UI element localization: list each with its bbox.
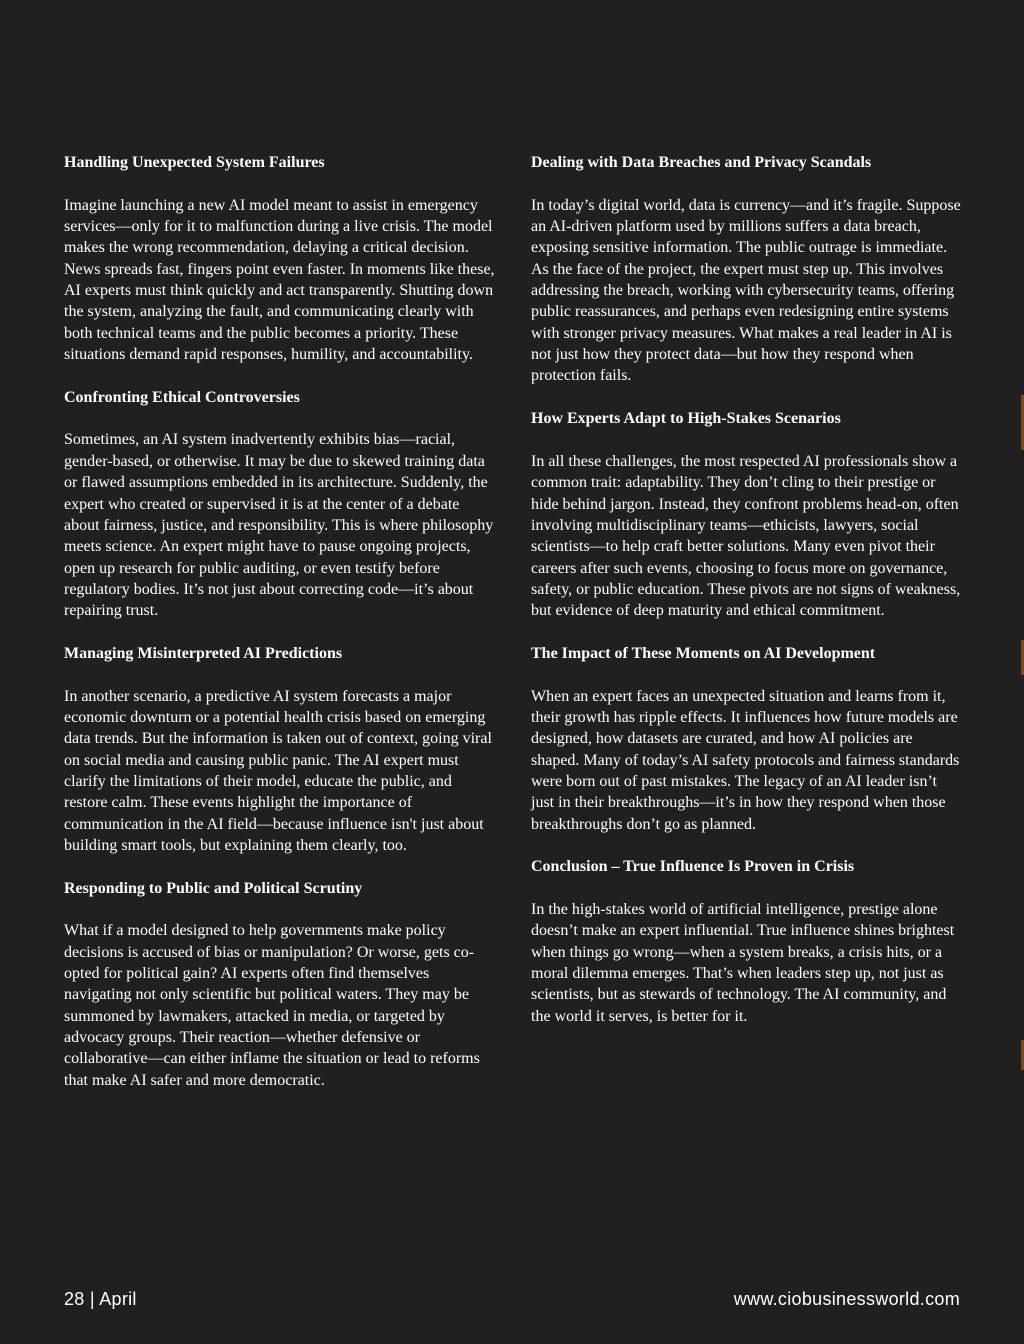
article-section [531, 643, 963, 835]
section-body: In all these challenges, the most respected AI professionals show a common trait: adaptability. They don’t cling to their prestige or hide behind jargon. Instead, they confront problems head-on, often involving multidisciplinary teams—ethicists, lawyers, social scientists—to help craft better solutions. Many even pivot their careers after such events, choosing to focus more on governance, safety, or public education. These pivots are not signs of weakness, but evidence of deep maturity and ethical commitment. [531, 452, 961, 620]
section-body: In the high-stakes world of artificial intelligence, prestige alone doesn’t make an expert influential. True influence shines brightest when things go wrong—when a system breaks, a crisis hits, or a moral dilemma emerges. That’s when leaders step up, not just as scientists, but as stewards of technology. The AI community, and the world it serves, is better for it. [531, 901, 955, 1025]
article-section [531, 408, 963, 621]
section-body: Imagine launching a new AI model meant to assist in emergency services—only for it to malfunction during a live crisis. The model makes the wrong recommendation, delaying a critical decision. News spreads fast, fingers point even faster. In moments like these, AI experts must think quickly and act transparently. Shutting down the system, analyzing the fault, and communicating clearly with both technical teams and the public becomes a priority. These situations demand rapid responses, humility, and accountability. [64, 196, 495, 364]
article-section [64, 878, 496, 1091]
article-section [531, 152, 963, 387]
article-section [64, 152, 496, 365]
left-column [64, 152, 496, 1112]
section-heading: How Experts Adapt to High-Stakes Scenarios [531, 410, 841, 428]
section-heading: Dealing with Data Breaches and Privacy Scandals [531, 154, 872, 171]
section-heading: Managing Misinterpreted AI Predictions [64, 644, 343, 662]
section-body: What if a model designed to help governments make policy decisions is accused of bias or manipulation? Or worse, gets co-opted for political gain? AI experts often find themselves navigating not only scientific but political waters. They may be summoned by lawmakers, attacked in media, or targeted by advocacy groups. Their reaction—whether defensive or collaborative—can either inflame the situation or lead to reforms that make AI safer and more democratic. [64, 922, 480, 1089]
article-section [64, 387, 496, 622]
section-body: In another scenario, a predictive AI system forecasts a major economic downturn or a potential health crisis based on emerging data trends. But the information is taken out of context, going viral on social media and causing public panic. The AI expert must clarify the limitations of their model, educate the public, and restore calm. These events highlight the importance of communication in the AI field—because influence isn't just about building smart tools, but explaining them clearly, too. [64, 687, 492, 854]
section-heading: Handling Unexpected System Failures [64, 154, 325, 171]
section-heading: The Impact of These Moments on AI Development [531, 644, 876, 662]
article-section [531, 856, 963, 1027]
article-section [64, 643, 496, 856]
page-number: 28 | April [64, 1289, 137, 1309]
section-body: In today’s digital world, data is currency—and it’s fragile. Suppose an AI-driven platform used by millions suffers a data breach, exposing sensitive information. The public outrage is immediate. As the face of the project, the expert must step up. This involves addressing the breach, working with cybersecurity teams, offering public reassurances, and perhaps even redesigning entire systems with stronger privacy measures. What makes a real leader in AI is not just how they protect data—but how they respond when protection fails. [531, 196, 961, 385]
right-column [531, 152, 963, 1048]
section-heading: Responding to Public and Political Scrutiny [64, 879, 363, 897]
section-body: Sometimes, an AI system inadvertently exhibits bias—racial, gender-based, or otherwise. It may be due to skewed training data or flawed assumptions embedded in its architecture. Suddenly, the expert who created or supervised it is at the center of a debate about fairness, justice, and responsibility. This is where philosophy meets science. An expert might have to pause ongoing projects, open up research for public auditing, or even testify before regulatory bodies. It’s not just about correcting code—it’s about repairing trust. [64, 431, 494, 620]
section-heading: Confronting Ethical Controversies [64, 388, 300, 406]
website-link[interactable]: www.ciobusinessworld.com [733, 1289, 960, 1309]
section-body: When an expert faces an unexpected situation and learns from it, their growth has ripple effects. It influences how future models are designed, how datasets are curated, and how AI policies are shaped. Many of today’s AI safety protocols and fairness standards were born out of past mistakes. The legacy of an AI leader isn’t just in their breakthroughs—it’s in how they respond when those breakthroughs don’t go as planned. [531, 687, 960, 833]
section-heading: Conclusion – True Influence Is Proven in Crisis [531, 858, 855, 876]
